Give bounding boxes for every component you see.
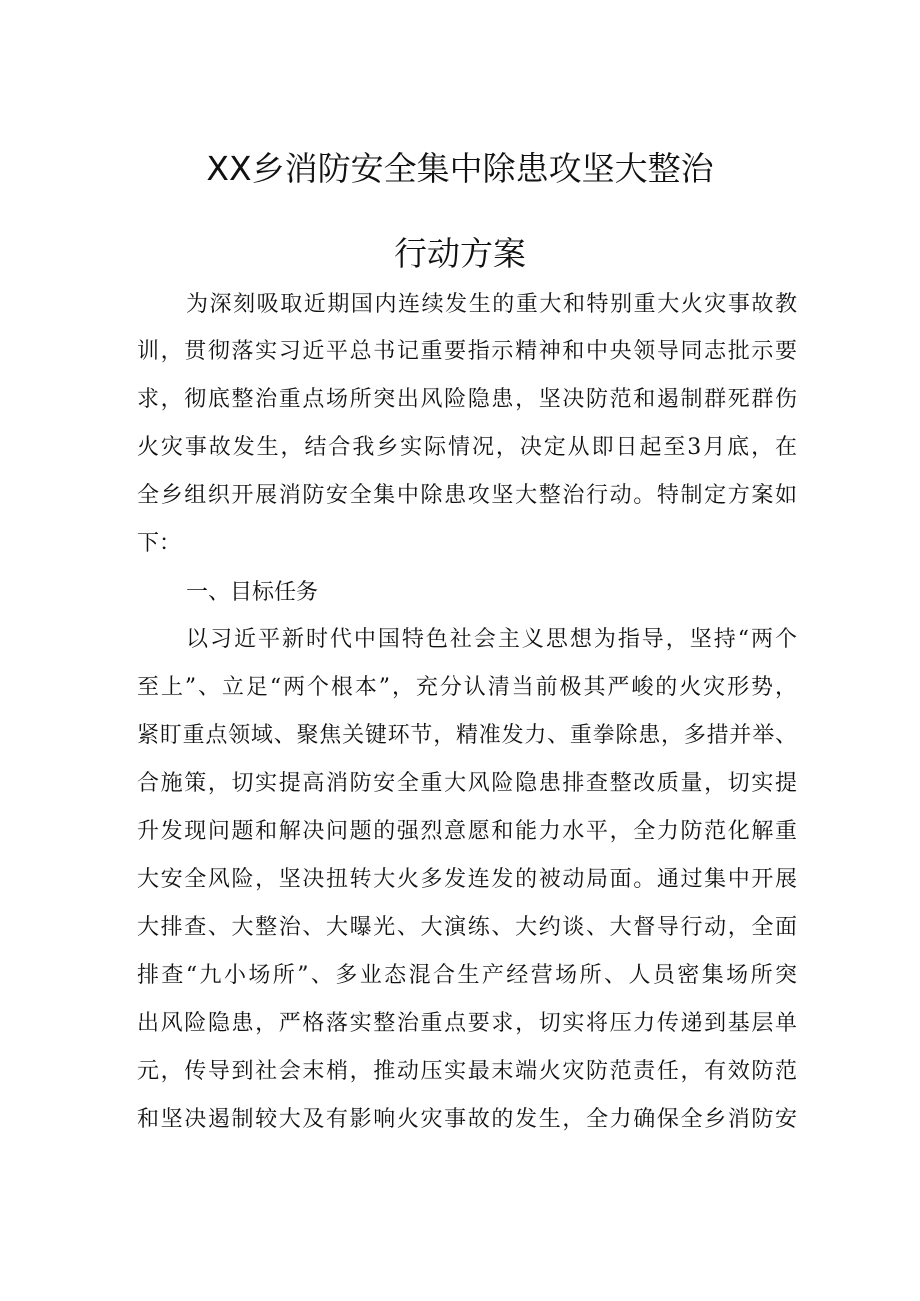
body-line: 和坚决遏制较大及有影响火灾事故的发生，全力确保全乡消防安 bbox=[137, 1107, 797, 1132]
body-line: 下： bbox=[137, 531, 182, 556]
body-line: 以习近平新时代中国特色社会主义思想为指导，坚持“两个 bbox=[186, 627, 797, 652]
body-line: 火灾事故发生，结合我乡实际情况，决定从即日起至3月底，在 bbox=[137, 435, 797, 460]
body-line: 合施策，切实提高消防安全重大风险隐患排查整改质量，切实提 bbox=[137, 771, 797, 796]
body-line: 大安全风险，坚决扭转大火多发连发的被动局面。通过集中开展 bbox=[137, 867, 797, 892]
section-heading: 一、目标任务 bbox=[186, 580, 319, 605]
body-line: 升发现问题和解决问题的强烈意愿和能力水平，全力防范化解重 bbox=[137, 819, 797, 844]
body-line: 训，贯彻落实习近平总书记重要指示精神和中央领导同志批示要 bbox=[137, 339, 797, 364]
body-line: 全乡组织开展消防安全集中除患攻坚大整治行动。特制定方案如 bbox=[137, 483, 797, 508]
body-line: 大排查、大整治、大曝光、大演练、大约谈、大督导行动，全面 bbox=[137, 915, 797, 940]
document-title-line-1: XX乡消防安全集中除患攻坚大整治 bbox=[206, 149, 714, 188]
body-line: 至上”、立足“两个根本”，充分认清当前极其严峻的火灾形势， bbox=[137, 675, 797, 700]
body-line: 求，彻底整治重点场所突出风险隐患，坚决防范和遏制群死群伤 bbox=[137, 387, 797, 412]
document-title-line-2: 行动方案 bbox=[394, 234, 526, 273]
body-line: 排查“九小场所”、多业态混合生产经营场所、人员密集场所突 bbox=[137, 963, 797, 988]
body-line: 为深刻吸取近期国内连续发生的重大和特别重大火灾事故教 bbox=[186, 292, 797, 317]
body-line: 紧盯重点领域、聚焦关键环节，精准发力、重拳除患，多措并举、 bbox=[137, 723, 797, 748]
body-line: 元，传导到社会末梢，推动压实最末端火灾防范责任，有效防范 bbox=[137, 1059, 797, 1084]
body-line: 出风险隐患，严格落实整治重点要求，切实将压力传递到基层单 bbox=[137, 1011, 797, 1036]
